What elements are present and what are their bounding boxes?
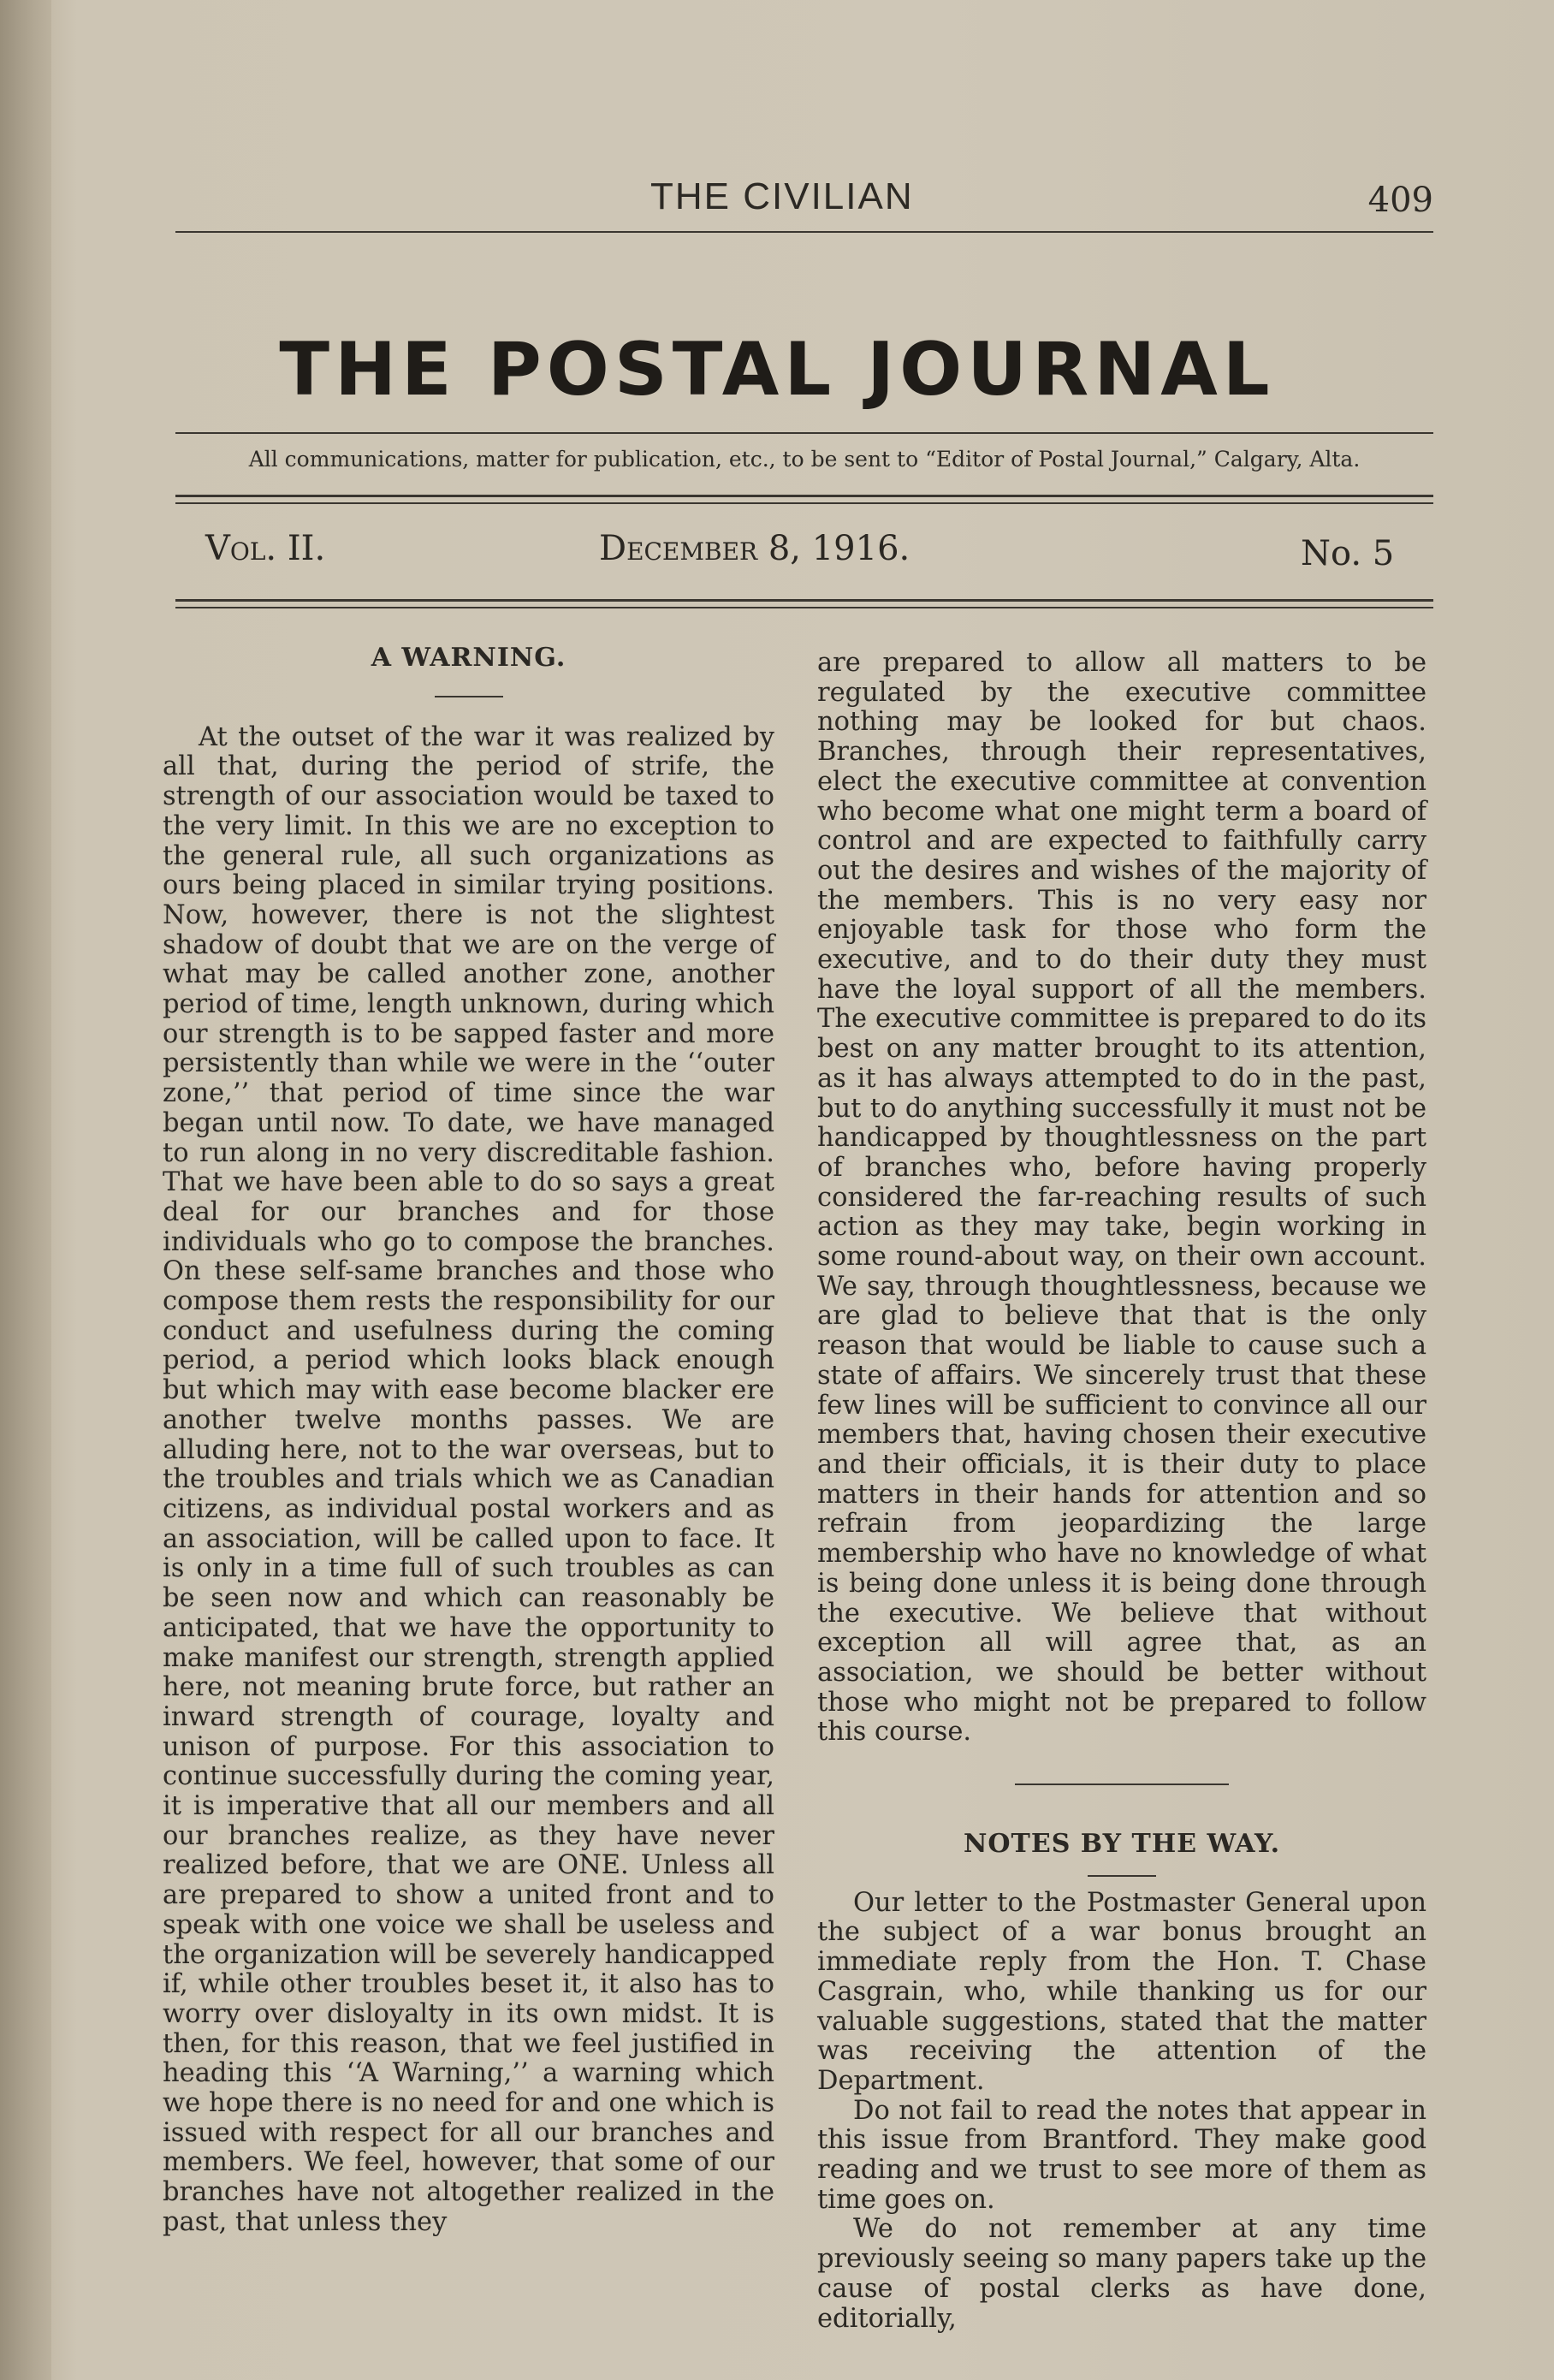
notes-paragraph: Do not fail to read the notes that appear in this issue from Brantford. They make good reading and we trust to see more of them as time goes on. (817, 2095, 1426, 2215)
warning-heading-rule (435, 696, 503, 697)
right-column (817, 649, 1426, 2334)
journal-title: THE POSTAL JOURNAL (279, 327, 1275, 412)
warning-heading: A WARNING. (371, 643, 566, 673)
running-head (171, 175, 1433, 227)
notes-heading: NOTES BY THE WAY. (963, 1829, 1281, 1860)
notes-heading-rule (1088, 1875, 1156, 1877)
notice-rule-bottom (175, 502, 1433, 504)
issue-number: No. 5 (1301, 534, 1395, 573)
notes-paragraph: We do not remember at any time previously seeing so many papers take up the cause of postal clerks as have done, editorially, (817, 2214, 1426, 2334)
volume-number: Vol. II. (205, 529, 326, 568)
dateline-rule-bottom (175, 607, 1433, 608)
warning-continuation: are prepared to allow all matters to be regulated by the executive committee nothing may be looked for but chaos. Branches, through their representatives, elect the executive committee at convention who become what one might term a board of control and are expected to faithfully carry out the desires and wishes of the majority of the members. This is no very easy nor enjoyable task for those who form the executive, and to do their duty they must have the loyal support of all the members. The executive committee is prepared to do its best on any matter brought to its attention, as it has always attempted to do in the past, but to do anything successfully it must not be handicapped by thoughtlessness on the part of branches who, before having properly considered the far-reaching results of such action as they may take, begin working in some round-about way, on their own account. We say, through thoughtlessness, because we are glad to believe that that is the only reason that would be liable to cause such a state of affairs. We sincerely trust that these few lines will be sufficient to convince all our members that, having chosen their executive and their officials, it is their duty to place matters in their hands for attention and so refrain from jeopardizing the large membership who have no knowledge of what is being done unless it is being done through the executive. We believe that without exception all will agree that, as an association, we should be better without those who might not be prepared to follow this course. (817, 648, 1426, 1748)
issue-date: December 8, 1916. (599, 529, 910, 568)
notice-rule-top (175, 495, 1433, 497)
submission-notice: All communications, matter for publication, etc., to be sent to “Editor of Postal Journal,” Calgary, Alta. (248, 447, 1361, 472)
running-head-rule (175, 231, 1433, 233)
article-separator-rule (1015, 1784, 1229, 1785)
title-rule (175, 432, 1433, 434)
warning-paragraph: At the outset of the war it was realized by all that, during the period of strife, the strength of our association would be taxed to the very limit. In this we are no exception to the general rule, all such organizations as ours being placed in similar trying positions. Now, however, there is not the slightest shadow of doubt that we are on the verge of what may be called another zone, another period of time, length unknown, during which our strength is to be sapped faster and more persistently than while we were in the ‘‘outer zone,’’ that period of time since the war began until now. To date, we have managed to run along in no very discreditable fashion. That we have been able to do so says a great deal for our branches and for those individuals who go to compose the branches. On these self-same branches and those who compose them rests the responsibility for our conduct and usefulness during the coming period, a period which looks black enough but which may with ease become blacker ere another twelve months passes. We are alluding here, not to the war overseas, but to the troubles and trials which we as Canadian citizens, as individual postal workers and as an association, will be called upon to face. It is only in a time full of such troubles as can be seen now and which can reasonably be anticipated, that we have the opportunity to make manifest our strength, strength applied here, not meaning brute force, but rather an inward strength of courage, loyalty and unison of purpose. For this association to continue successfully during the coming year, it is imperative that all our members and all our branches realize, as they have never realized before, that we are ONE. Unless all are prepared to show a united front and to speak with one voice we shall be useless and the organization will be severely handicapped if, while other troubles beset it, it also has to worry over disloyalty in its own midst. It is then, for this reason, that we feel justified in heading this ‘‘A Warning,’’ a warning which we hope there is no need for and one which is issued with respect for all our branches and members. We feel, however, that some of our branches have not altogether realized in the past, that unless they (163, 721, 774, 2237)
page-number: 409 (1367, 181, 1433, 220)
notes-paragraph: Our letter to the Postmaster General upon the subject of a war bonus brought an immediate reply from the Hon. T. Chase Casgrain, who, while thanking us for our valuable suggestions, stated that the matter was receiving the attention of the Department. (817, 1887, 1426, 2096)
left-column (163, 644, 774, 2238)
dateline-rule-top (175, 599, 1433, 602)
running-title: THE CIVILIAN (650, 175, 914, 217)
